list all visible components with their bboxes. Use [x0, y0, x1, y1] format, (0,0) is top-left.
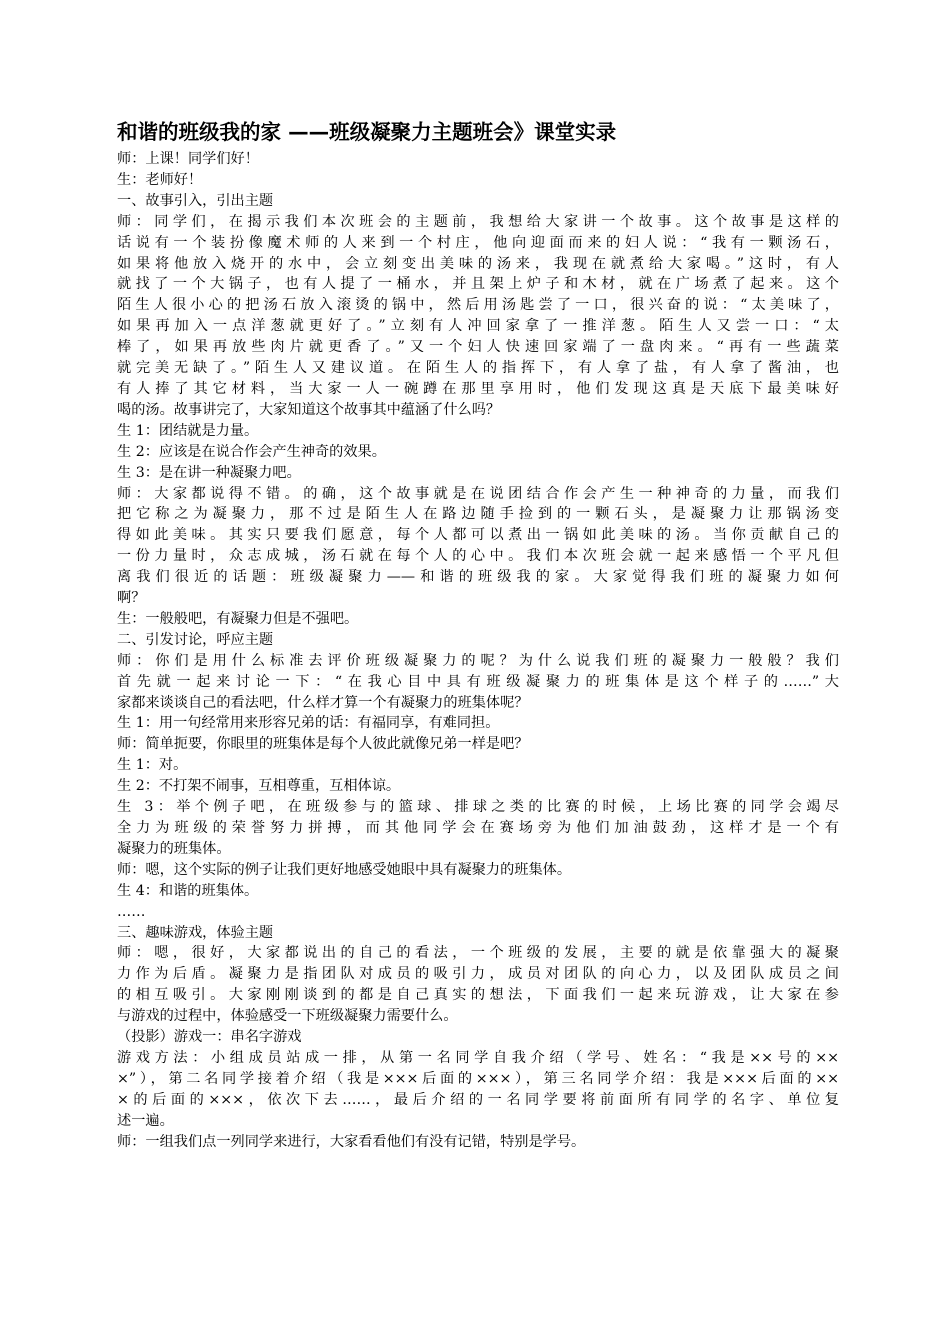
- text-line: 生 1：对。: [117, 757, 188, 774]
- text-line: ……: [117, 903, 146, 920]
- text-line: 生 1：团结就是力量。: [117, 422, 259, 439]
- text-line: 师：一组我们点一列同学来进行，大家看看他们有没有记错，特别是学号。: [117, 1133, 586, 1150]
- text-line: 师：嗯，很好，大家都说出的自己的看法，一个班级的发展，主要的就是依靠强大的凝聚: [117, 945, 839, 962]
- text-line: 生 2：不打架不闹事，互相尊重，互相体谅。: [117, 778, 401, 795]
- text-line: 的相互吸引。大家刚刚谈到的都是自己真实的想法，下面我们一起来玩游戏，让大家在参: [117, 987, 839, 1004]
- text-line: 啊？: [117, 590, 146, 607]
- text-line: 与游戏的过程中，体验感受一下班级凝聚力需要什么。: [117, 1008, 458, 1025]
- text-line: ×”），第二名同学接着介绍（我是×××后面的×××），第三名同学介绍：我是×××后面的××: [117, 1070, 839, 1087]
- text-line: 喝的汤。故事讲完了，大家知道这个故事其中蕴涵了什么吗？: [117, 401, 501, 418]
- text-line: 首先就一起来讨论一下：“在我心目中具有班级凝聚力的班集体是这个样子的……”大: [117, 673, 839, 690]
- text-line: 生 2：应该是在说合作会产生神奇的效果。: [117, 443, 386, 460]
- text-line: 师：嗯，这个实际的例子让我们更好地感受她眼中具有凝聚力的班集体。: [117, 861, 572, 878]
- text-line: 话说有一个装扮像魔术师的人来到一个村庄，他向迎面而来的妇人说：“我有一颗汤石，: [117, 234, 839, 251]
- document-title: 和谐的班级我的家 ——班级凝聚力主题班会》课堂实录: [117, 120, 617, 144]
- text-line: 全力为班级的荣誉努力拼搏，而其他同学会在赛场旁为他们加油鼓劲，这样才是一个有: [117, 820, 839, 836]
- text-line: 师：同学们，在揭示我们本次班会的主题前，我想给大家讲一个故事。这个故事是这样的: [117, 213, 839, 230]
- text-line: 师：你们是用什么标准去评价班级凝聚力的呢？为什么说我们班的凝聚力一般般？我们: [117, 652, 839, 669]
- text-line: 师：简单扼要，你眼里的班集体是每个人彼此就像兄弟一样是吧？: [117, 736, 529, 753]
- document-body: [117, 149, 839, 1153]
- text-line: 如果再加入一点洋葱就更好了。”立刻有人冲回家拿了一推洋葱。陌生人又尝一口：“太: [117, 318, 839, 335]
- text-line: 得如此美味。其实只要我们愿意，每个人都可以煮出一锅如此美味的汤。当你贡献自己的: [117, 527, 839, 544]
- text-line: 生 1：用一句经常用来形容兄弟的话：有福同享，有难同担。: [117, 715, 500, 732]
- text-line: 生：一般般吧，有凝聚力但是不强吧。: [117, 610, 359, 627]
- text-line: 二、引发讨论，呼应主题: [117, 631, 274, 648]
- text-line: 生 4：和谐的班集体。: [117, 882, 259, 899]
- text-line: 就完美无缺了。”陌生人又建议道。在陌生人的指挥下，有人拿了盐，有人拿了酱油，也: [117, 360, 839, 377]
- text-line: 把它称之为凝聚力，那不过是陌生人在路边随手捡到的一颗石头，是凝聚力让那锅汤变: [117, 506, 839, 523]
- text-line: 力作为后盾。凝聚力是指团队对成员的吸引力，成员对团队的向心力，以及团队成员之间: [117, 966, 839, 983]
- text-line: 师：大家都说得不错。的确，这个故事就是在说团结合作会产生一种神奇的力量，而我们: [117, 485, 839, 502]
- text-line: 一份力量时，众志成城，汤石就在每个人的心中。我们本次班会就一起来感悟一个平凡但: [117, 548, 839, 565]
- text-line: 凝聚力的班集体。: [117, 840, 231, 857]
- text-line: 生 3：是在讲一种凝聚力吧。: [117, 464, 301, 481]
- text-line: 棒了，如果再放些肉片就更香了。”又一个妇人快速回家端了一盘肉来。“再有一些蔬菜: [117, 339, 839, 356]
- text-line: 述一遍。: [117, 1112, 174, 1129]
- text-line: 三、趣味游戏，体验主题: [117, 924, 274, 941]
- document-page: [117, 117, 839, 1153]
- text-line: 就找了一个大锅子，也有人提了一桶水，并且架上炉子和木材，就在广场煮了起来。这个: [117, 276, 839, 293]
- text-line: 如果将他放入烧开的水中，会立刻变出美味的汤来，我现在就煮给大家喝。”这时，有人: [117, 255, 839, 272]
- text-line: 师：上课！同学们好！: [117, 151, 259, 167]
- text-line: 游戏方法：小组成员站成一排，从第一名同学自我介绍（学号、姓名：“我是××号的××: [117, 1049, 839, 1066]
- text-line: 生：老师好！: [117, 171, 203, 188]
- text-line: ×的后面的×××，依次下去……，最后介绍的一名同学要将前面所有同学的名字、单位复: [117, 1091, 839, 1108]
- text-line: 有人捧了其它材料，当大家一人一碗蹲在那里享用时，他们发现这真是天底下最美味好: [117, 380, 839, 397]
- text-line: （投影）游戏一：串名字游戏: [117, 1029, 302, 1046]
- text-line: 陌生人很小心的把汤石放入滚烫的锅中，然后用汤匙尝了一口，很兴奋的说：“太美味了，: [117, 297, 839, 314]
- text-line: 一、故事引入，引出主题: [117, 192, 274, 209]
- text-line: 生 3：举个例子吧，在班级参与的篮球、排球之类的比赛的时候，上场比赛的同学会竭尽: [117, 799, 839, 816]
- text-line: 离我们很近的话题：班级凝聚力——和谐的班级我的家。大家觉得我们班的凝聚力如何: [117, 569, 839, 586]
- text-line: 家都来谈谈自己的看法吧，什么样才算一个有凝聚力的班集体呢？: [117, 694, 529, 711]
